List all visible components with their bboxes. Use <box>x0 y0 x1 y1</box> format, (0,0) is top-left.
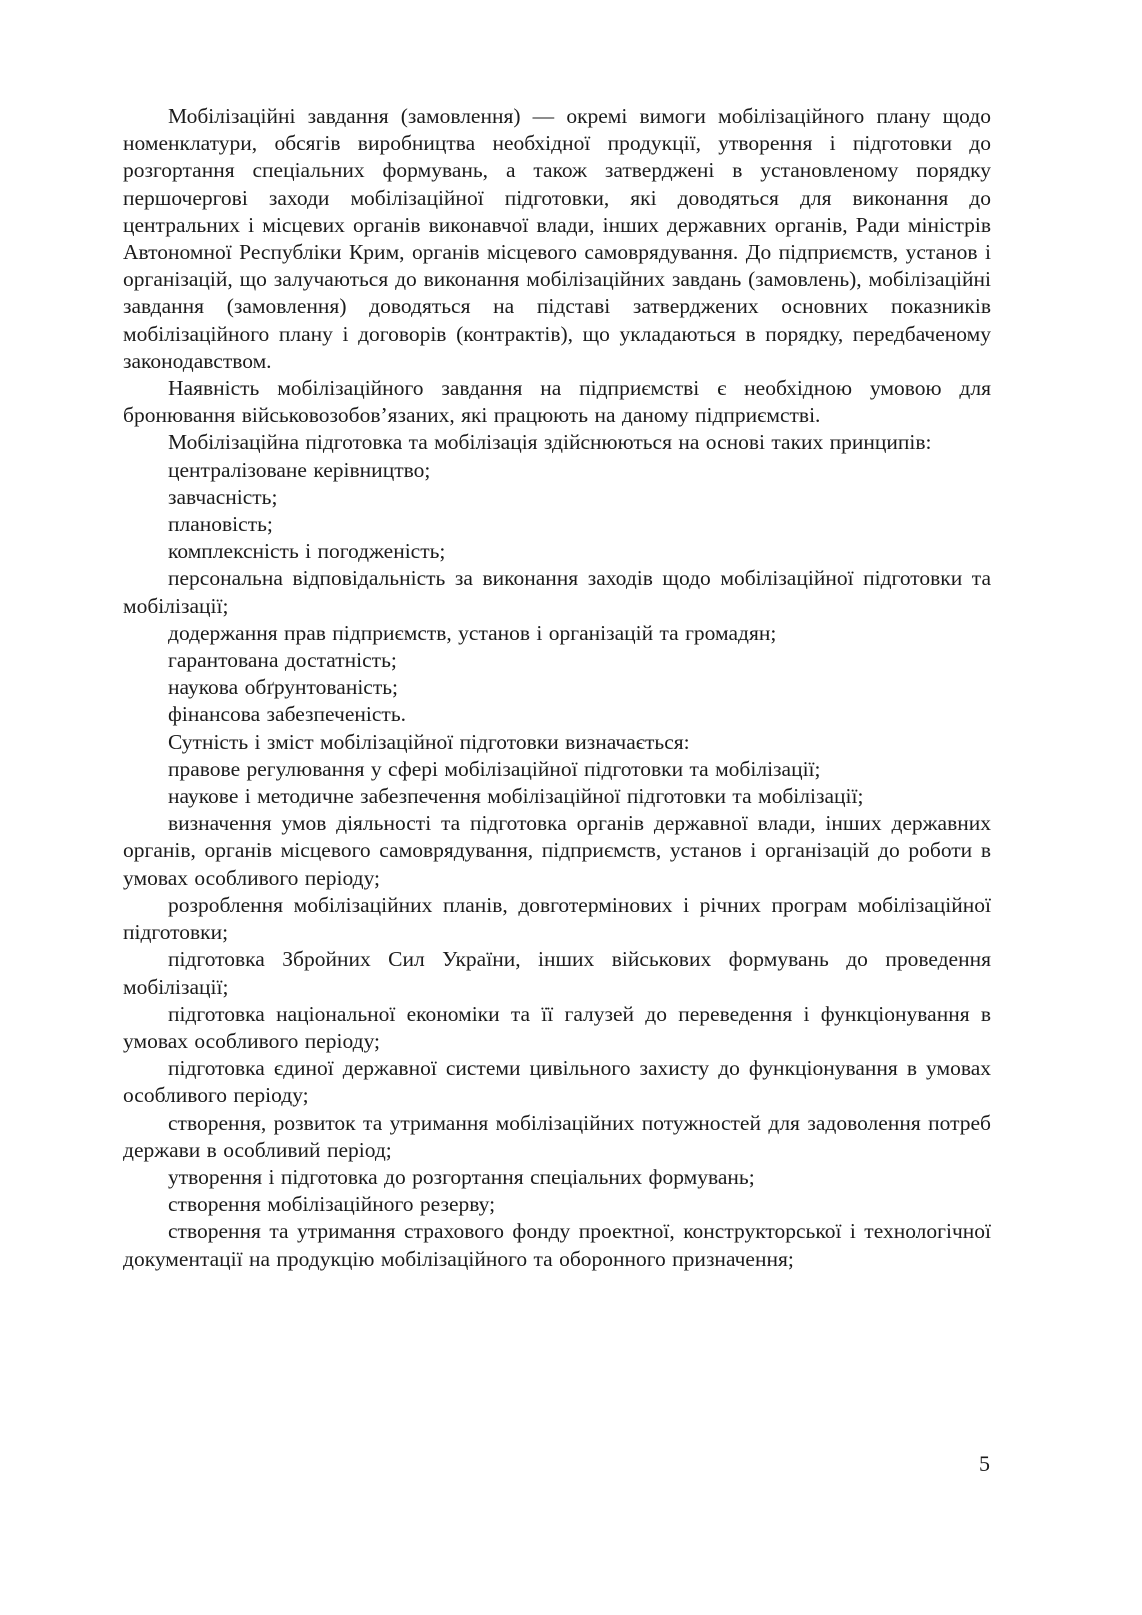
paragraph: Мобілізаційна підготовка та мобілізація здійснюються на основі таких принципів: <box>168 430 932 455</box>
paragraph: Сутність і зміст мобілізаційної підготовки визначається: <box>168 729 690 754</box>
page-number: 5 <box>979 1451 990 1476</box>
paragraph: наукова обґрунтованість; <box>168 675 399 700</box>
paragraph: фінансова забезпеченість. <box>168 702 406 727</box>
paragraph: комплексність і погодженість; <box>168 539 446 564</box>
paragraph: правове регулювання у сфері мобілізаційної підготовки та мобілізації; <box>168 756 821 781</box>
paragraph: плановість; <box>168 512 273 537</box>
paragraph: створення мобілізаційного резерву; <box>168 1192 496 1217</box>
paragraph: наукове і методичне забезпечення мобілізаційної підготовки та мобілізації; <box>168 784 864 809</box>
paragraph: централізоване керівництво; <box>168 457 431 482</box>
paragraph: утворення і підготовка до розгортання спеціальних формувань; <box>168 1164 755 1189</box>
paragraph: створення та утримання страхового фонду проектної, конструкторської і технологічної документації на продукцію мобілізаційного та оборонного призначення; <box>123 1219 991 1271</box>
paragraph: підготовка Збройних Сил України, інших військових формувань до проведення мобілізації; <box>123 947 991 999</box>
paragraph: підготовка єдиної державної системи цивільного захисту до функціонування в умовах особливого періоду; <box>123 1056 991 1108</box>
paragraph: додержання прав підприємств, установ і організацій та громадян; <box>168 620 777 645</box>
paragraph: створення, розвиток та утримання мобілізаційних потужностей для задоволення потреб держави в особливий період; <box>123 1110 991 1162</box>
paragraph: підготовка національної економіки та її галузей до переведення і функціонування в умовах особливого періоду; <box>123 1001 991 1053</box>
document-body <box>123 103 991 1273</box>
paragraph: розроблення мобілізаційних планів, довготермінових і річних програм мобілізаційної підготовки; <box>123 892 991 945</box>
paragraph: завчасність; <box>168 484 278 509</box>
paragraph: визначення умов діяльності та підготовка органів державної влади, інших державних органів, органів місцевого самоврядування, підприємств, установ і організацій до роботи в умовах особливого періоду; <box>123 811 991 890</box>
paragraph: гарантована достатність; <box>168 648 397 673</box>
paragraph: персональна відповідальність за виконання заходів щодо мобілізаційної підготовки та мобілізації; <box>123 566 991 618</box>
paragraph: Мобілізаційні завдання (замовлення) — окремі вимоги мобілізаційного плану щодо номенклатури, обсягів виробництва необхідної продукції, утворення і підготовки до розгортання спеціальних формувань, а також затверджені в установленому порядку першочергові заходи мобілізаційної підготовки, які доводяться для виконання до центральних і місцевих органів виконавчої влади, інших державних органів, Ради міністрів Автономної Республіки Крим, органів місцевого самоврядування. До підприємств, установ і організацій, що залучаються до виконання мобілізаційних завдань (замовлень), мобілізаційні завдання (замовлення) доводяться на підставі затверджених основних показників мобілізаційного плану і договорів (контрактів), що укладаються в порядку, передбаченому законодавством. <box>123 104 991 373</box>
paragraph: Наявність мобілізаційного завдання на підприємстві є необхідною умовою для бронювання військовозобов’язаних, які працюють на даному підприємстві. <box>123 376 991 428</box>
